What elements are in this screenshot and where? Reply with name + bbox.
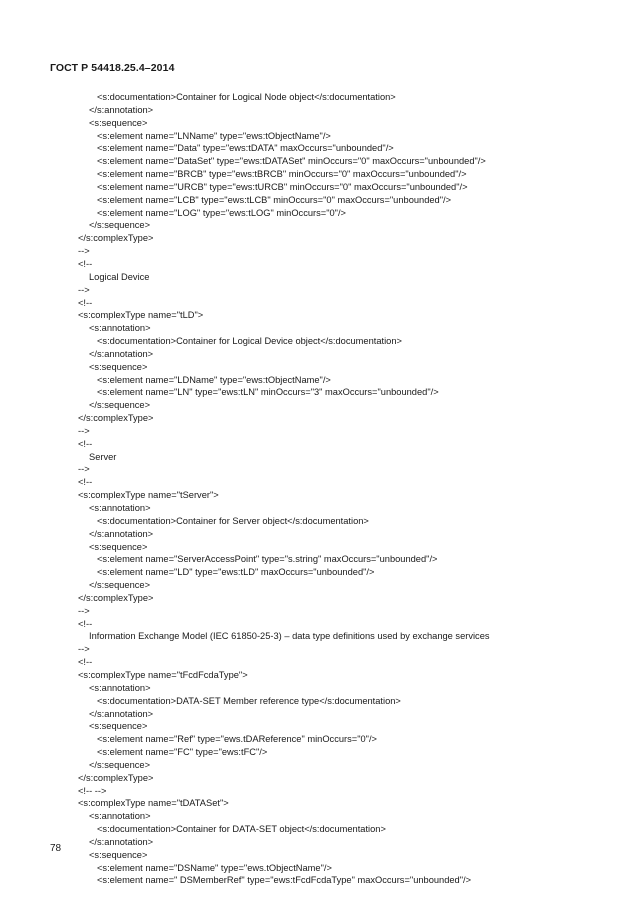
code-line: <s:documentation>Container for Logical Device object</s:documentation>	[97, 336, 402, 347]
code-line: <!--	[78, 258, 93, 269]
code-line: <!--	[78, 438, 93, 449]
code-line: <s:element name="LCB" type="ews:tLCB" minOccurs="0" maxOccurs="unbounded"/>	[97, 194, 452, 205]
code-line: <s:complexType name="tDATASet">	[78, 798, 229, 809]
document-standard-header: ГОСТ Р 54418.25.4–2014	[50, 62, 175, 74]
code-line: <s:element name="LD" type="ews:tLD" maxOccurs="unbounded"/>	[97, 567, 375, 578]
page-number: 78	[50, 843, 62, 854]
code-line: <!--	[78, 297, 93, 308]
code-line: <!--	[78, 477, 93, 488]
code-line: <s:element name="LN" type="ews:tLN" minOccurs="3" maxOccurs="unbounded"/>	[97, 387, 439, 398]
code-line: Information Exchange Model (IEC 61850-25-3) – data type definitions used by exchange services	[89, 631, 490, 642]
code-line: <s:sequence>	[89, 117, 148, 128]
code-line: <s:documentation>DATA-SET Member reference type</s:documentation>	[97, 695, 401, 706]
code-line: </s:annotation>	[89, 348, 154, 359]
code-line: <s:sequence>	[89, 541, 148, 552]
code-line: <s:sequence>	[89, 721, 148, 732]
code-line: -->	[78, 644, 90, 655]
code-line: </s:annotation>	[89, 104, 154, 115]
code-line: </s:complexType>	[78, 772, 154, 783]
code-line: <s:element name="Data" type="ews:tDATA" maxOccurs="unbounded"/>	[97, 143, 394, 154]
code-line: -->	[78, 605, 90, 616]
code-line: </s:sequence>	[89, 220, 150, 231]
code-line: <s:complexType name="tFcdFcdaType">	[78, 669, 248, 680]
code-line: <s:element name="LOG" type="ews:tLOG" minOccurs="0"/>	[97, 207, 346, 218]
code-line: </s:sequence>	[89, 759, 150, 770]
code-line: </s:complexType>	[78, 233, 154, 244]
code-line: <s:element name="Ref" type="ews.tDAReference" minOccurs="0"/>	[97, 734, 377, 745]
code-line: <s:annotation>	[89, 323, 151, 334]
code-line: -->	[78, 464, 90, 475]
code-line: -->	[78, 425, 90, 436]
code-line: <s:documentation>Container for DATA-SET object</s:documentation>	[97, 824, 386, 835]
code-line: <s:annotation>	[89, 503, 151, 513]
code-line: </s:complexType>	[78, 592, 154, 603]
code-line: <s:documentation>Container for Logical Node object</s:documentation>	[97, 92, 396, 102]
code-line: <s:element name="BRCB" type="ews:tBRCB" minOccurs="0" maxOccurs="unbounded"/>	[97, 169, 467, 180]
code-line: </s:annotation>	[89, 708, 154, 719]
code-line: <s:element name="FC" type="ews:tFC"/>	[97, 747, 268, 758]
code-line: <s:complexType name="tLD">	[78, 310, 204, 321]
code-line: -->	[78, 284, 90, 295]
code-line: <s:sequence>	[89, 361, 148, 372]
code-line: <s:annotation>	[89, 682, 151, 693]
code-line: <s:element name="URCB" type="ews:tURCB" minOccurs="0" maxOccurs="unbounded"/>	[97, 181, 468, 192]
code-line: <s:complexType name="tServer">	[78, 490, 219, 501]
code-line: <s:annotation>	[89, 811, 151, 822]
xml-schema-listing	[0, 91, 630, 887]
code-line: </s:sequence>	[89, 400, 150, 411]
code-line: Logical Device	[89, 271, 150, 282]
code-line: Server	[89, 451, 117, 462]
code-line: <s:element name="DSName" type="ews.tObjectName"/>	[97, 862, 332, 873]
code-line: </s:sequence>	[89, 580, 150, 591]
code-line: <s:element name="LNName" type="ews:tObjectName"/>	[97, 130, 331, 141]
code-line: <s:element name=" DSMemberRef" type="ews:tFcdFcdaType" maxOccurs="unbounded"/>	[97, 875, 472, 886]
code-line: <s:element name="ServerAccessPoint" type="s.string" maxOccurs="unbounded"/>	[97, 554, 438, 565]
code-line: <!--	[78, 657, 93, 668]
code-line: </s:annotation>	[89, 528, 154, 539]
code-line: <!--	[78, 618, 93, 629]
code-line: <s:element name="LDName" type="ews:tObjectName"/>	[97, 374, 331, 385]
code-line: </s:complexType>	[78, 413, 154, 424]
code-line: <!-- -->	[78, 785, 107, 796]
code-line: -->	[78, 246, 90, 257]
code-line: <s:element name="DataSet" type="ews:tDATASet" minOccurs="0" maxOccurs="unbounded"/>	[97, 156, 486, 167]
code-line: <s:documentation>Container for Server object</s:documentation>	[97, 515, 369, 526]
code-line: <s:sequence>	[89, 849, 148, 860]
code-line: </s:annotation>	[89, 836, 154, 847]
